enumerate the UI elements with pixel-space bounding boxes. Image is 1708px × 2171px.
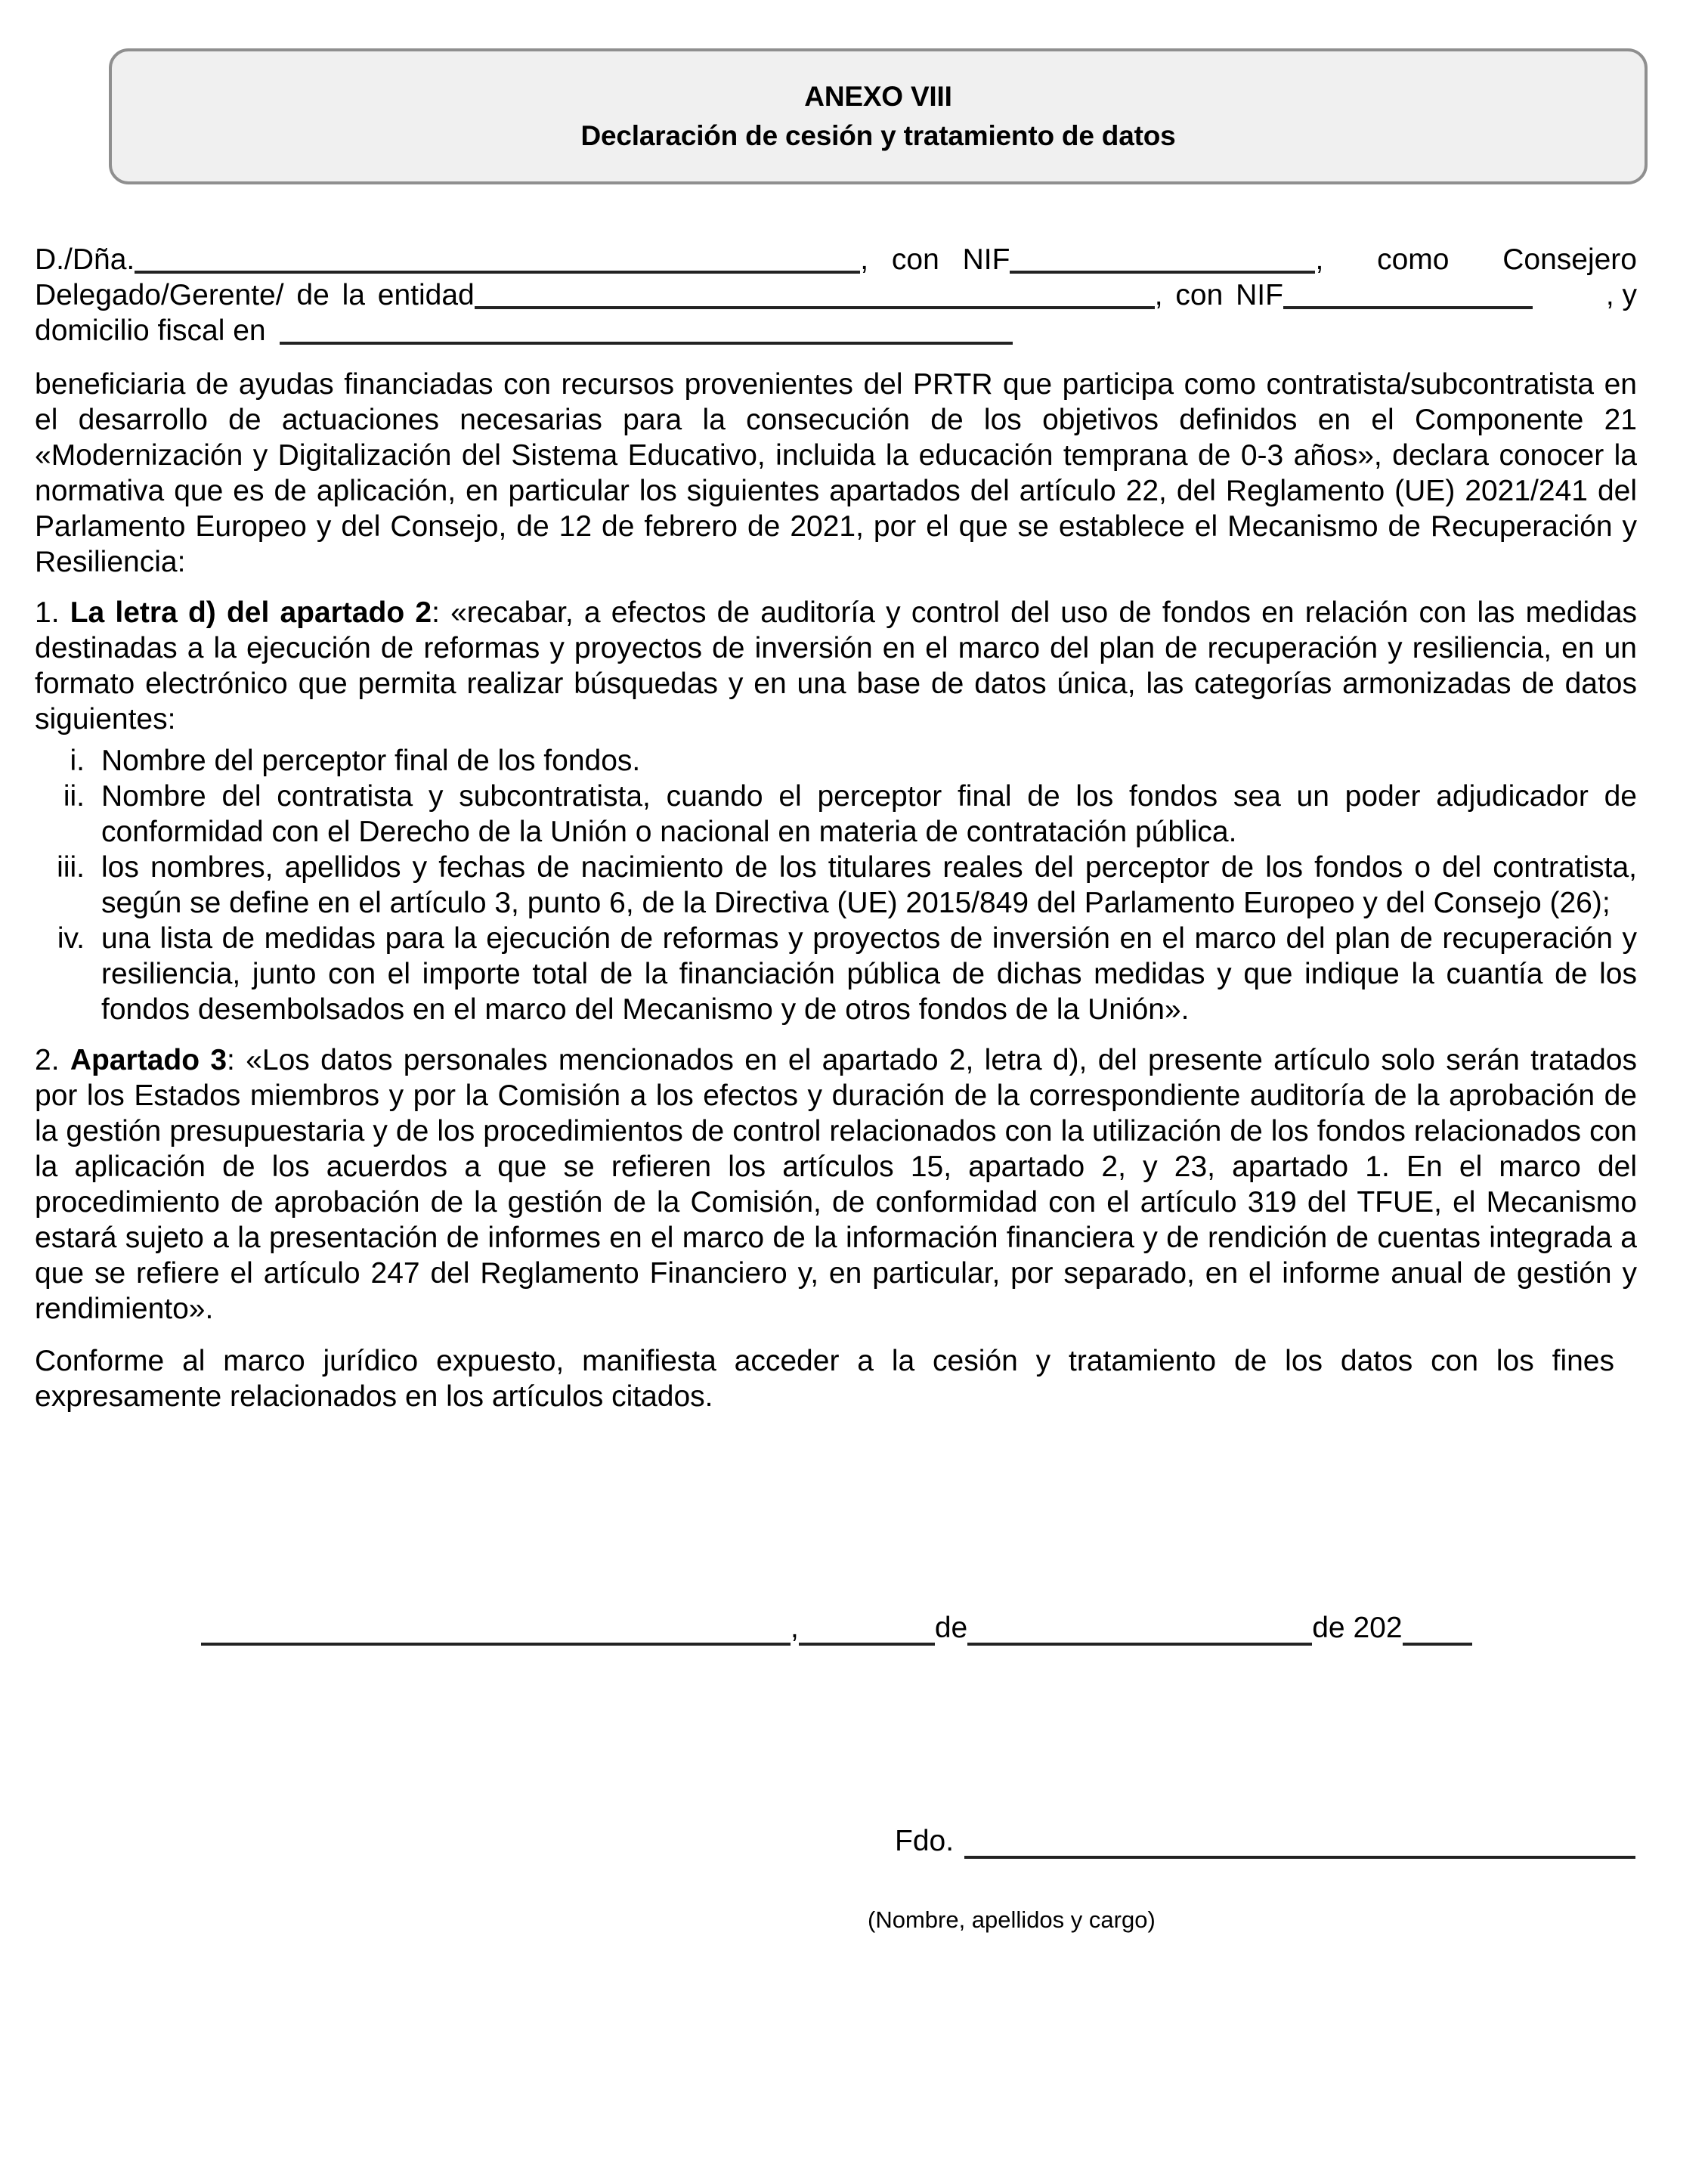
year-field[interactable]: [1403, 1612, 1472, 1646]
comma: ,: [1315, 243, 1324, 276]
section-1-paragraph: [35, 595, 1637, 737]
list-item: [35, 921, 1637, 1027]
name-field[interactable]: [135, 242, 860, 274]
intro-paragraph: beneficiaria de ayudas financiadas con recursos provenientes del PRTR que participa como contratista/subcontratista en el desarrollo de actuaciones necesarias para la consecución de los objetivos definidos en el Componente 21 «Modernización y Digitalización del Sistema Educativo, incluida la educación temprana de 0-3 años», declara conocer la normativa que es de aplicación, en particular los siguientes apartados del artículo 22, del Reglamento (UE) 2021/241 del Parlamento Europeo y del Consejo, de 12 de febrero de 2021, por el que se establece el Mecanismo de Recuperación y Resiliencia:: [35, 368, 1637, 578]
entity-field[interactable]: [475, 277, 1155, 309]
section-1-heading: La letra d) del apartado 2: [70, 596, 432, 629]
place-field[interactable]: [201, 1612, 791, 1646]
list-item-text: los nombres, apellidos y fechas de nacimiento de los titulares reales del perceptor de los fondos o del contratista, según se define en el artículo 3, punto 6, de la Directiva (UE) 2015/849 del Parlamento Europeo y del Consejo (26);: [101, 851, 1637, 919]
section-2-text: : «Los datos personales mencionados en el apartado 2, letra d), del presente artículo solo serán tratados por los Estados miembros y por la Comisión a los efectos y duración de la correspondiente auditoría de la aprobación de la gestión presupuestaria y de los procedimientos de control relacionados con la utilización de los fondos relacionados con la aplicación de los acuerdos a que se refieren los artículos 15, apartado 2, y 23, apartado 1. En el marco del procedimiento de aprobación de la gestión de la Comisión, de conformidad con el artículo 319 del TFUE, el Mecanismo estará sujeto a la presentación de informes en el marco de la información financiera y de rendición de cuentas integrada a que se refiere el artículo 247 del Reglamento Financiero y, en particular, por separado, en el informe anual de gestión y rendimiento».: [35, 1044, 1637, 1325]
list-item: [35, 743, 1637, 779]
signature-field[interactable]: [964, 1826, 1635, 1859]
fiscal-address-field[interactable]: [280, 313, 1013, 345]
nif-field-1[interactable]: [1010, 242, 1315, 274]
identification-line-3: [35, 313, 1637, 348]
section-2-paragraph: [35, 1042, 1637, 1327]
day-field[interactable]: [799, 1612, 935, 1646]
list-item-number: ii.: [63, 780, 85, 813]
list-item-number: i.: [70, 745, 85, 777]
place-date-line: [201, 1610, 1472, 1646]
list-item: [35, 779, 1637, 850]
list-item-text: Nombre del perceptor final de los fondos.: [101, 745, 641, 777]
date-de-label: de: [934, 1612, 968, 1644]
identification-line-1: [35, 242, 1637, 277]
role-word-consejero: Consejero: [1502, 243, 1637, 276]
annex-subtitle: Declaración de cesión y tratamiento de datos: [580, 120, 1176, 151]
list-item-text: una lista de medidas para la ejecución de reformas y proyectos de inversión en el marco del plan de recuperación y resiliencia, junto con el importe total de la financiación pública de dichas medidas y que indique la cuantía de los fondos desembolsados en el marco del Mecanismo y de otros fondos de la Unión».: [101, 922, 1637, 1026]
data-categories-list: [35, 743, 1637, 1027]
nif-label-1: , con NIF: [860, 243, 1010, 276]
role-word-como: como: [1377, 243, 1450, 276]
name-prefix-label: D./Dña.: [35, 243, 135, 276]
signature-line: [895, 1823, 1635, 1859]
section-2-number: 2.: [35, 1044, 60, 1076]
closing-paragraph: Conforme al marco jurídico expuesto, manifiesta acceder a la cesión y tratamiento de los datos con los fines expresamente relacionados en los artículos citados.: [35, 1345, 1614, 1413]
list-item: [35, 850, 1637, 921]
signature-caption: (Nombre, apellidos y cargo): [868, 1906, 1156, 1933]
date-comma: ,: [791, 1612, 799, 1644]
section-2-heading: Apartado 3: [70, 1044, 227, 1076]
list-item-text: Nombre del contratista y subcontratista, cuando el perceptor final de los fondos sea un poder adjudicador de conformidad con el Derecho de la Unión o nacional en materia de contratación pública.: [101, 780, 1637, 848]
document-body: [35, 242, 1637, 1414]
nif-field-2[interactable]: [1283, 277, 1533, 309]
suffix-y: , y: [1605, 279, 1637, 311]
identification-line-2: [35, 277, 1637, 313]
list-item-number: iv.: [57, 922, 85, 955]
address-prefix-label: domicilio fiscal en: [35, 314, 266, 347]
month-field[interactable]: [967, 1612, 1312, 1646]
annex-title: ANEXO VIII: [804, 81, 952, 112]
annex-header-box: [109, 48, 1648, 184]
entity-prefix-label: Delegado/Gerente/ de la entidad: [35, 279, 475, 311]
nif-label-2: , con NIF: [1154, 279, 1283, 311]
section-1-number: 1.: [35, 596, 60, 629]
signature-label: Fdo.: [895, 1825, 955, 1857]
section-1-text: : «recabar, a efectos de auditoría y control del uso de fondos en relación con las medidas destinadas a la ejecución de reformas y proyectos de inversión en el marco del plan de recuperación y resiliencia, en un formato electrónico que permita realizar búsquedas y en una base de datos única, las categorías armonizadas de datos siguientes:: [35, 596, 1638, 736]
year-prefix-label: de 202: [1312, 1612, 1403, 1644]
list-item-number: iii.: [57, 851, 85, 884]
